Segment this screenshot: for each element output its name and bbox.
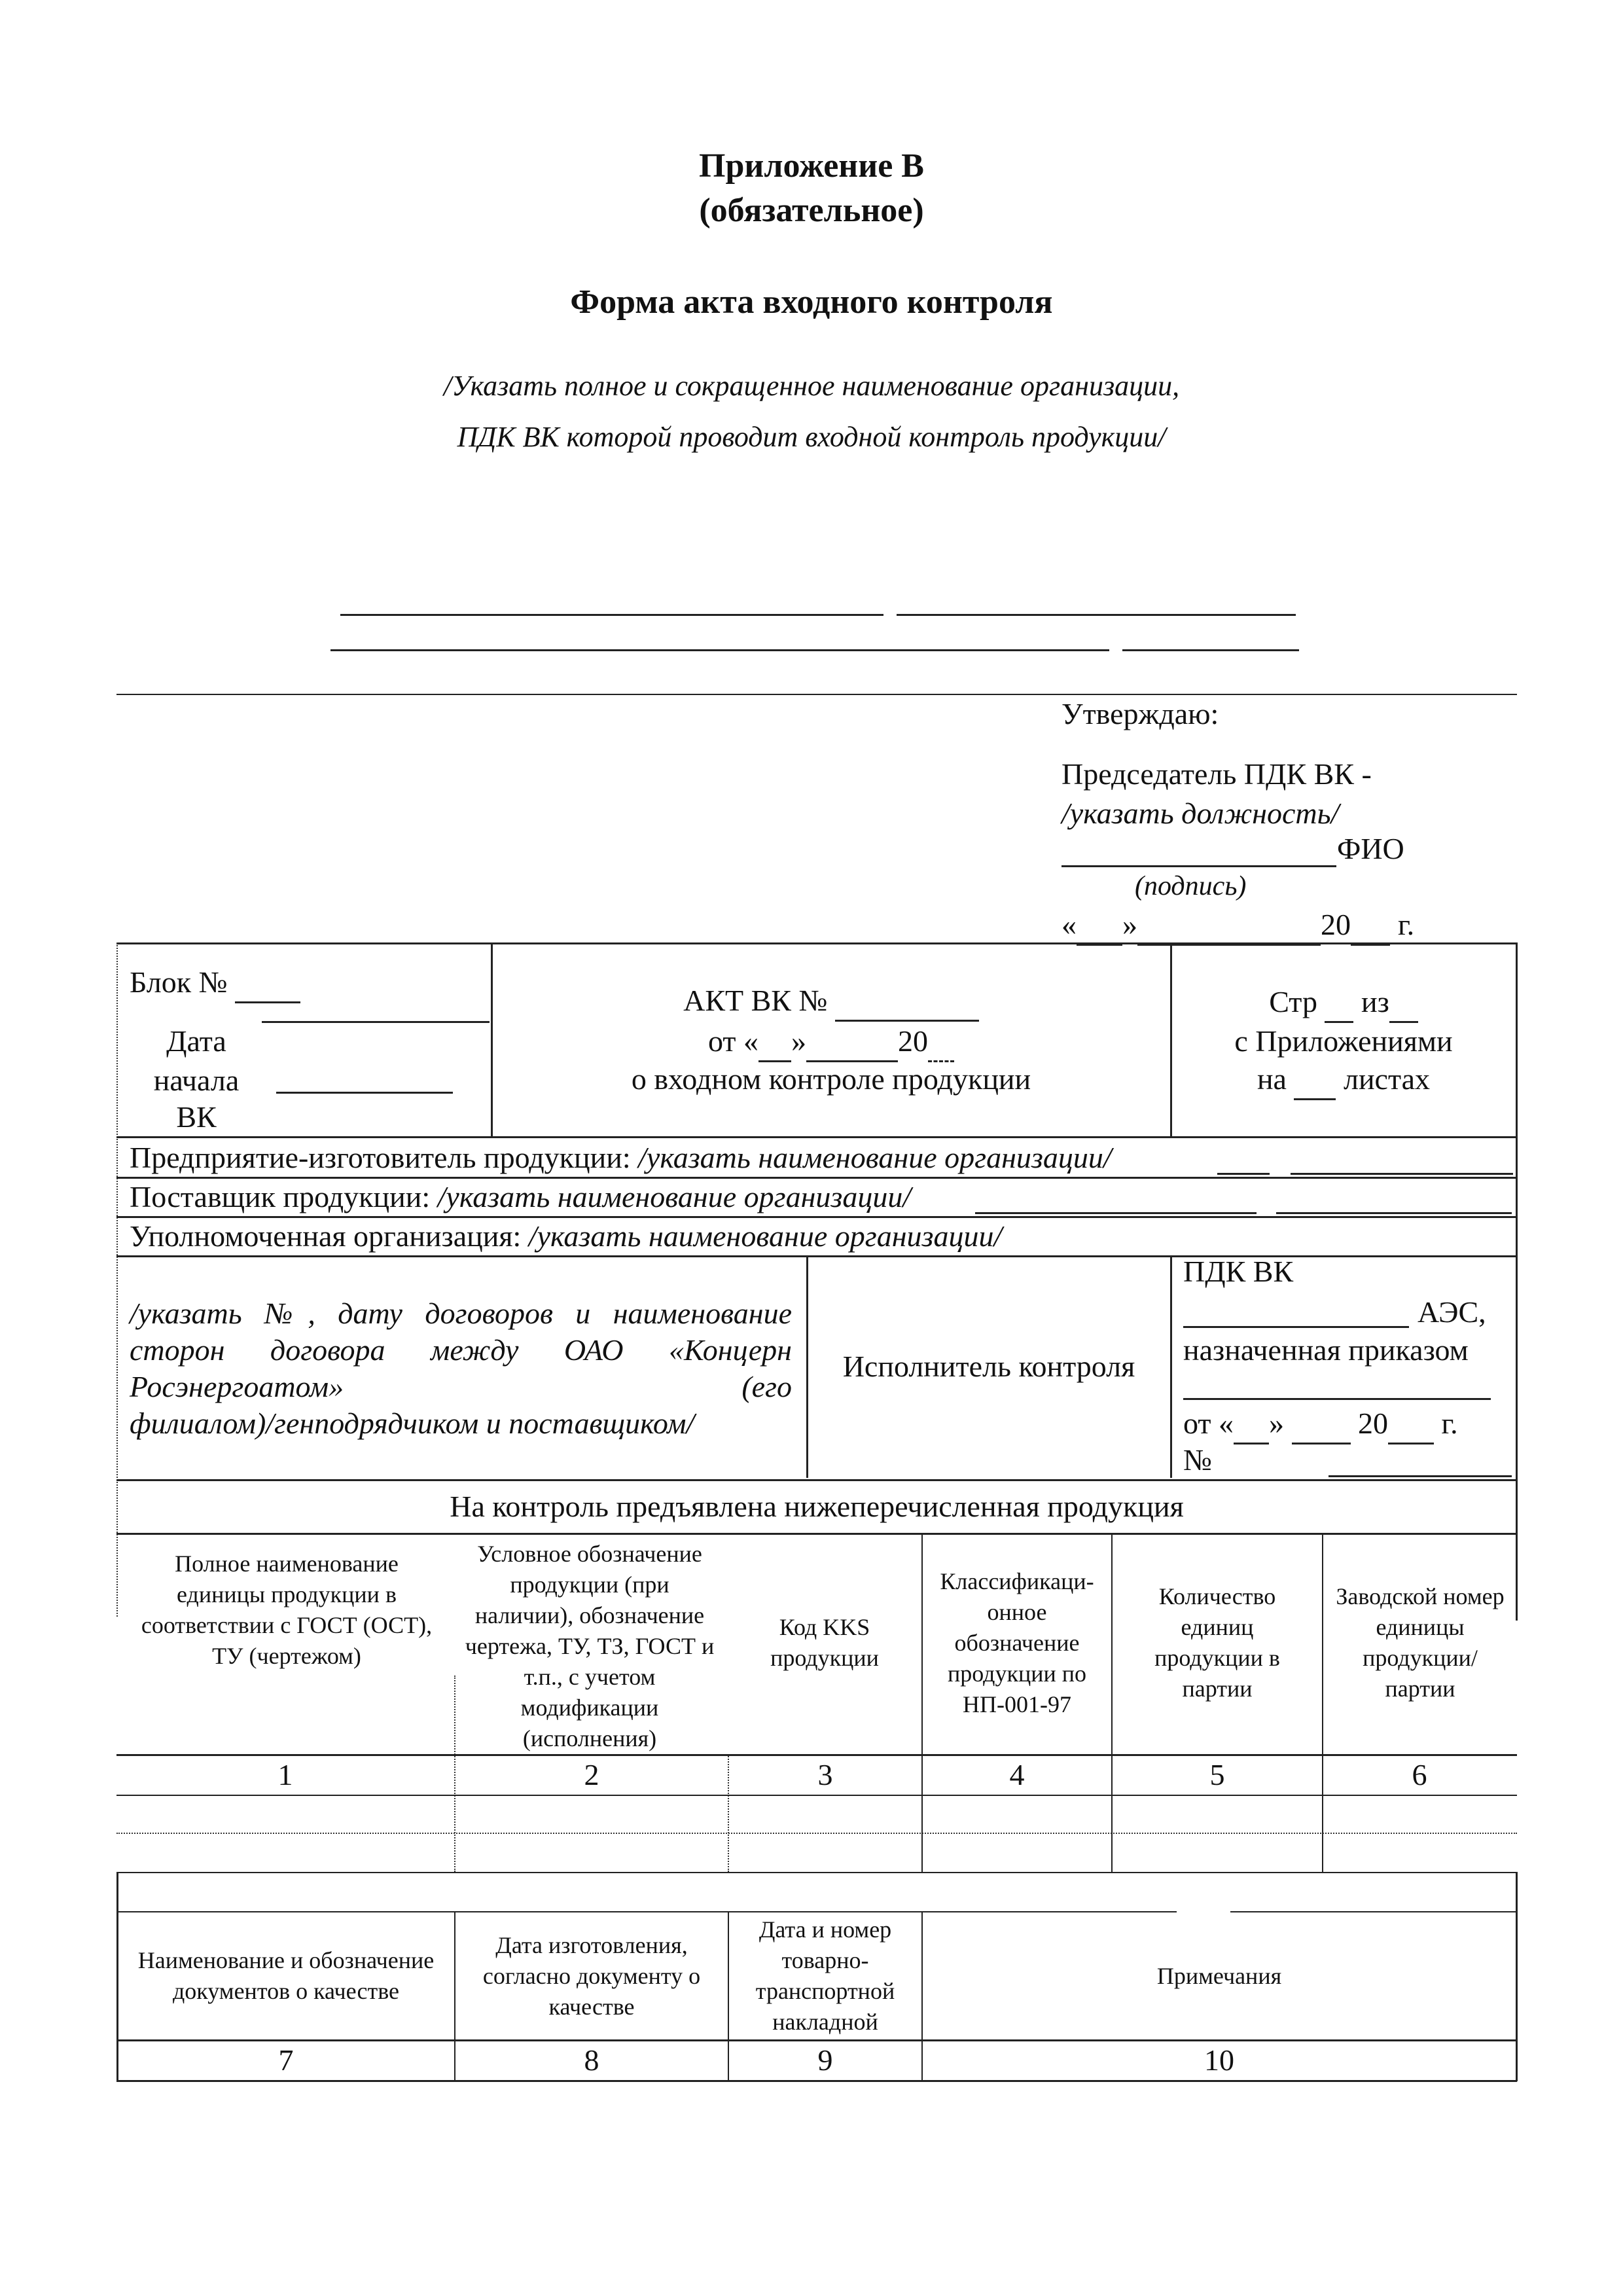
act-from-text: от « bbox=[708, 1024, 758, 1058]
manufacturer-blank-2 bbox=[1291, 1173, 1513, 1175]
appointed-label: назначенная приказом bbox=[1183, 1333, 1469, 1367]
year-prefix: 20 bbox=[1321, 908, 1351, 941]
order-blank bbox=[1183, 1398, 1491, 1400]
row-parties-top bbox=[116, 1136, 1517, 1138]
docs-header-name: Наименование и обозначение документов о качестве bbox=[137, 1947, 435, 2004]
col-number-6: 6 bbox=[1412, 1758, 1427, 1791]
divider-executor-pdk bbox=[1170, 1255, 1172, 1478]
manufacturer-blank-1 bbox=[1217, 1173, 1270, 1175]
act-no-blank bbox=[835, 982, 979, 1022]
order-day-blank bbox=[1234, 1405, 1269, 1444]
org-name-blank-2 bbox=[897, 614, 1296, 616]
org-name-blank-3 bbox=[330, 649, 1109, 651]
org-name-blank-1 bbox=[340, 614, 883, 616]
act-date bbox=[492, 1022, 1170, 1062]
page-total-blank bbox=[1389, 983, 1418, 1023]
signature-blank bbox=[1061, 865, 1336, 867]
docs-bottom-border bbox=[116, 2080, 1517, 2082]
supplier-hint: /указать наименование организации/ bbox=[437, 1180, 912, 1213]
sheets-count bbox=[1171, 1060, 1516, 1100]
date-open-quote: « bbox=[1061, 908, 1077, 941]
supplier-label: Поставщик продукции: bbox=[130, 1180, 438, 1213]
approval-date bbox=[1061, 906, 1414, 946]
col-number-3: 3 bbox=[817, 1758, 833, 1791]
act-month-blank bbox=[806, 1022, 898, 1062]
supplier-row bbox=[130, 1178, 911, 1216]
fio-label: ФИО bbox=[1337, 832, 1404, 865]
contract-hint-line3-left: Росэнергоатом» bbox=[130, 1370, 344, 1403]
with-appendices: с Приложениями bbox=[1234, 1024, 1453, 1058]
org-hint-line1: /Указать полное и сокращенное наименование организации, bbox=[443, 370, 1180, 402]
docs-right-border bbox=[1516, 1872, 1518, 2081]
act-number bbox=[492, 982, 1170, 1022]
org-hint-line2: ПДК ВК которой проводит входной контроль продукции/ bbox=[457, 421, 1166, 453]
manufacturer-label: Предприятие-изготовитель продукции: bbox=[130, 1141, 639, 1174]
order-date bbox=[1183, 1405, 1458, 1444]
order-number-label: № bbox=[1183, 1443, 1212, 1477]
act-year-blank bbox=[928, 1022, 954, 1062]
act-subject: о входном контроле продукции bbox=[631, 1062, 1031, 1096]
order-year: 20 bbox=[1358, 1407, 1388, 1440]
act-no-text: АКТ ВК № bbox=[683, 984, 828, 1017]
order-number-blank bbox=[1212, 1441, 1304, 1481]
row-spacer-bottom bbox=[116, 1911, 1177, 1912]
page-of-text: из bbox=[1361, 985, 1389, 1018]
docs-number-8: 8 bbox=[584, 2043, 599, 2077]
manufacturer-hint: /указать наименование организации/ bbox=[638, 1141, 1112, 1174]
col-divider-4-5 bbox=[1111, 1533, 1113, 1872]
chairman-label: Председатель ПДК ВК - bbox=[1061, 757, 1372, 791]
supplier-blank-1 bbox=[975, 1212, 1257, 1214]
order-number-blank-2 bbox=[1329, 1475, 1512, 1477]
row-data-1-top bbox=[116, 1795, 1517, 1796]
form-title: Форма акта входного контроля bbox=[570, 283, 1053, 321]
supplier-blank-2 bbox=[1276, 1212, 1512, 1214]
col-header-designation: Условное обозначение продукции (при наличии), обозначение чертежа, ТУ, ТЗ, ГОСТ и т.п., с учетом модификации (исполнения) bbox=[465, 1540, 715, 1751]
authorized-hint: /указать наименование организации/ bbox=[528, 1219, 1003, 1253]
on-text: на bbox=[1257, 1062, 1287, 1096]
start-date-line3: ВК bbox=[176, 1100, 217, 1134]
block-no-blank-2 bbox=[262, 1021, 490, 1023]
page-blank bbox=[1325, 983, 1353, 1023]
col-divider-3-4 bbox=[921, 1533, 923, 1872]
col-header-classification: Классификаци-онное обозначение продукции по НП-001-97 bbox=[940, 1568, 1094, 1717]
block-no-text: Блок № bbox=[130, 965, 228, 999]
sheets-text: листах bbox=[1343, 1062, 1431, 1096]
contract-hint-line2: сторон договора между ОАО «Концерн bbox=[130, 1333, 792, 1367]
act-year: 20 bbox=[898, 1024, 928, 1058]
act-from-close: » bbox=[791, 1024, 806, 1058]
docs-number-10: 10 bbox=[1204, 2043, 1234, 2077]
order-year-suffix: г. bbox=[1441, 1407, 1458, 1440]
start-date-line1: Дата bbox=[166, 1024, 226, 1058]
row-data-2-bottom bbox=[116, 1872, 1517, 1873]
day-blank bbox=[1077, 906, 1122, 946]
col-number-2: 2 bbox=[584, 1758, 599, 1791]
mandatory-label: (обязательное) bbox=[699, 192, 924, 229]
docs-number-7: 7 bbox=[278, 2043, 294, 2077]
start-date-blank bbox=[276, 1092, 453, 1094]
order-from-text: от « bbox=[1183, 1407, 1234, 1440]
date-close-quote: » bbox=[1122, 908, 1137, 941]
org-name-blank-4 bbox=[1122, 649, 1299, 651]
order-month-blank bbox=[1292, 1405, 1351, 1444]
appendix-title: Приложение В bbox=[699, 147, 924, 185]
pdk-label: ПДК ВК bbox=[1183, 1255, 1294, 1288]
presented-heading: На контроль предъявлена нижеперечисленная продукция bbox=[450, 1490, 1184, 1523]
order-number bbox=[1183, 1441, 1304, 1481]
col-header-serial: Заводской номер единицы продукции/ партии bbox=[1336, 1583, 1505, 1702]
year-suffix: г. bbox=[1398, 908, 1415, 941]
contract-hint-line3-right: (его bbox=[741, 1370, 792, 1403]
year-blank bbox=[1351, 906, 1390, 946]
act-day-blank bbox=[758, 1022, 791, 1062]
form-top-border bbox=[116, 942, 1517, 944]
docs-header-waybill: Дата и номер товарно-транспортной накладной bbox=[755, 1916, 895, 2035]
col-number-1: 1 bbox=[277, 1758, 293, 1791]
col-number-4: 4 bbox=[1009, 1758, 1025, 1791]
docs-header-date: Дата изготовления, согласно документу о качестве bbox=[482, 1931, 701, 2020]
contract-hint-line1: /указать №, дату договоров и наименование bbox=[130, 1297, 792, 1330]
executor-label: Исполнитель контроля bbox=[842, 1350, 1135, 1383]
col-header-quantity: Количество единиц продукции в партии bbox=[1154, 1583, 1280, 1702]
position-hint: /указать должность/ bbox=[1061, 797, 1340, 830]
start-date-line2: начала bbox=[153, 1064, 240, 1097]
block-no-label bbox=[130, 963, 300, 1003]
authorized-row bbox=[130, 1217, 1002, 1255]
page-count bbox=[1171, 983, 1516, 1023]
order-year-blank bbox=[1388, 1405, 1434, 1444]
docs-header-notes: Примечания bbox=[1156, 1962, 1282, 1989]
contract-hint-line3 bbox=[130, 1368, 792, 1406]
page-text: Стр bbox=[1269, 985, 1317, 1018]
manufacturer-row bbox=[130, 1139, 1112, 1177]
row-spacer-bottom-2 bbox=[1230, 1911, 1517, 1912]
npp-label: АЭС, bbox=[1418, 1295, 1486, 1329]
row-products-header-top bbox=[116, 1533, 1517, 1535]
signature-label: (подпись) bbox=[1135, 871, 1247, 901]
month-blank bbox=[1137, 906, 1321, 946]
approve-label: Утверждаю: bbox=[1061, 697, 1219, 730]
col-divider-5-6 bbox=[1322, 1533, 1323, 1872]
contract-hint-line4: филиалом)/генподрядчиком и поставщиком/ bbox=[130, 1407, 695, 1440]
col-number-5: 5 bbox=[1209, 1758, 1225, 1791]
col-header-kks: Код KKS продукции bbox=[770, 1614, 879, 1671]
header-divider bbox=[116, 694, 1517, 695]
row-data-2-top bbox=[116, 1833, 1517, 1834]
npp-blank bbox=[1183, 1326, 1409, 1328]
sheets-blank bbox=[1294, 1060, 1336, 1100]
col-header-full-name: Полное наименование единицы продукции в соответствии с ГОСТ (ОСТ), ТУ (чертежом) bbox=[141, 1551, 433, 1669]
docs-number-9: 9 bbox=[817, 2043, 833, 2077]
block-no-blank bbox=[235, 963, 300, 1003]
authorized-label: Уполномоченная организация: bbox=[130, 1219, 529, 1253]
order-from-close: » bbox=[1269, 1407, 1284, 1440]
